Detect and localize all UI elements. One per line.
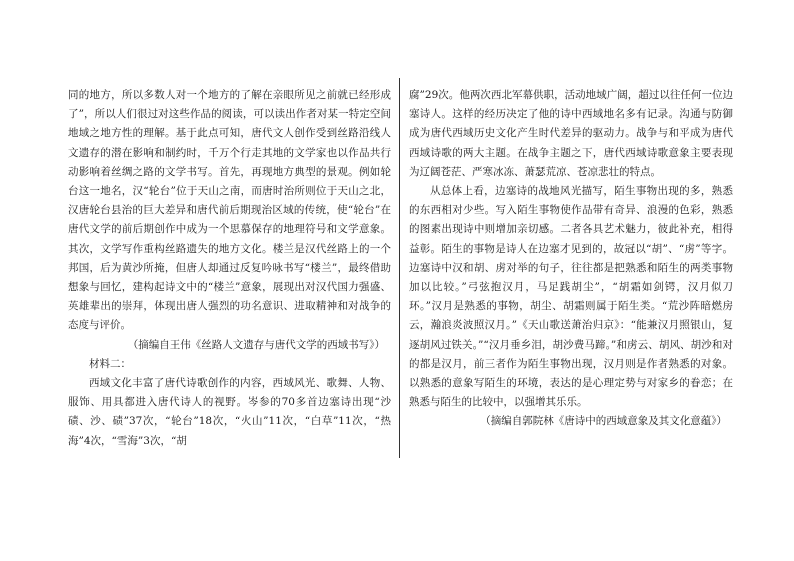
left-column	[68, 86, 391, 451]
material2-source: （摘编自郭院林《唐诗中的西域意象及其文化意蕴》）	[480, 415, 727, 428]
material1-source: （摘编自王伟《丝路人文遗存与唐代文学的西域书写》）	[127, 338, 385, 351]
right-column	[409, 86, 733, 432]
column-divider	[399, 78, 400, 458]
material1-paragraph-continued: 同的地方，所以多数人对一个地方的了解在亲眼所见之前就已经形成了”，所以人们很过对这些作品的阅读，可以读出作者对某一特定空间地域之地方性的理解。基于此点可知，唐代文人创作受到丝路沿线人文遗存的潜在影响和制约时，千万个行走其地的文学家也以作品共行动影响着丝绸之路的文学书写。首先，再现地方典型的景观。例如轮台这一地名，汉“轮台”位于天山之南，而唐时治所则位于天山之北，汉唐轮台县治的巨大差异和唐代前后期现治区域的传统，使“轮台”在唐代文学的前后期创作中成为一个思慕保存的地理符号和文学意象。其次，文学写作重构丝路遗失的地方文化。楼兰是汉代丝路上的一个邦国，后为黄沙所掩，但唐人却通过反复吟咏书写“楼兰”，最终借助想象与回忆，建构起诗文中的“楼兰”意象，展现出对汉代国力强盛、英雄辈出的崇拜，体现出唐人强烈的功名意识、进取精神和对战争的态度与评价。	[68, 89, 391, 332]
material2-paragraph-2: 从总体上看，边塞诗的战地风光描写，陌生事物出现的多，熟悉的东西相对少些。写入陌生事物使作品带有奇异、浪漫的色彩，熟悉的图素出现诗中则增加亲切感。二者各具艺术魅力，彼此补充，相得益彰。陌生的事物是诗人在边塞才见到的，故冠以“胡”、“虏”等字。边塞诗中汉和胡、虏对举的句子，往往都是把熟悉和陌生的两类事物加以比较。”弓弦抱汉月，马足践胡尘”，“胡霜如剑锷，汉月似刀环。”汉月是熟悉的事物，胡尘、胡霜则属于陌生类。“荒沙阵暗燃房云，瀚浪炎波照汉月。”《天山歌送萧治归京》：“能兼汉月照银山，复逐胡风过铁关。”“汉月垂乡泪，胡沙费马蹄。”和虏云、胡风、胡沙和对的都是汉月，前三者作为陌生事物出现，汉月则是作者熟悉的对象。以熟悉的意象写陌生的环境，表达的是心理定势与对家乡的眷恋；在熟悉与陌生的比较中，以强增其乐乐。	[409, 185, 733, 409]
material2-heading: 材料二：	[89, 357, 131, 370]
material2-paragraph-1-continued: 腐”29次。他两次西北军幕供职，活动地域广阔，超过以往任何一位边塞诗人。这样的经历决定了他的诗中西域地名多有记录。沟通与防御成为唐代西域历史文化产生时代差异的驱动力。战争与和平成为唐代西域诗歌的两大主题。在战争主题之下，唐代西域诗歌意象主要表现为辽阔苍茫、严寒冰冻、萧瑟荒凉、苍凉悲壮的特点。	[409, 89, 733, 178]
material2-paragraph-1: 西域文化丰富了唐代诗歌创作的内容，西域风光、歌舞、人物、服饰、用具都进入唐代诗人的视野。岑参的70多首边塞诗出现“沙碛、沙、碛”37次，“轮台”18次，“火山”11次，“白草”11次，“热海”4次，“雪海”3次，“胡	[68, 377, 391, 447]
